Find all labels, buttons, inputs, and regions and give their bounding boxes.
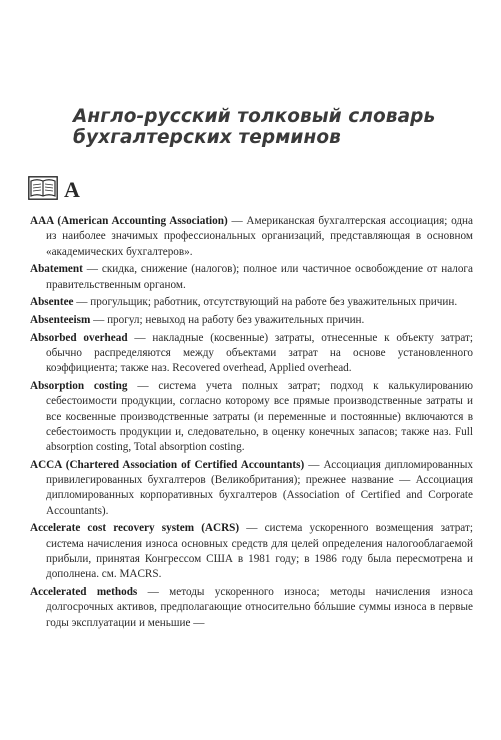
dictionary-entry — [30, 331, 473, 377]
entry-term: Absorbed overhead — [30, 331, 128, 344]
entry-term: Abatement — [30, 263, 83, 276]
entry-definition: — система ускоренного возмещения затрат; система начисления износа основных средств для целей определения налогооблагаемой прибыли, принятая Конгрессом США в 1981 году; в 1986 году была пересмотрена и дополнена. см. MACRS. — [46, 522, 473, 581]
page-header — [73, 106, 473, 148]
section-letter: A — [64, 177, 80, 202]
entry-term: Accelerate cost recovery system (ACRS) — [30, 522, 240, 535]
entry-term: Absentee — [30, 296, 74, 309]
entry-definition: — прогул; невыход на работу без уважительных причин. — [90, 313, 365, 326]
dictionary-entry — [30, 458, 473, 519]
entry-definition: — прогульщик; работник, отсутствующий на работе без уважительных причин. — [73, 296, 458, 309]
dictionary-entry — [30, 521, 473, 582]
dictionary-entry — [30, 214, 473, 260]
dictionary-entry — [30, 585, 473, 631]
header-title-line-1: Англо-русский толковый словарь — [73, 106, 436, 127]
section-heading — [28, 172, 80, 204]
entry-term: AAA (American Accounting Association) — [30, 215, 228, 227]
open-book-icon — [28, 176, 58, 200]
entry-definition: — накладные (косвенные) затраты, отнесенные к объекту затрат; обычно распределяются между объектами затрат на основе установленного коэффициента; также наз. Recovered overhead, Applied overhead. — [46, 331, 474, 375]
entry-term: ACCA (Chartered Association of Certified Accountants) — [30, 458, 305, 471]
entry-definition: — Американская бухгалтерская ассоциация; одна из наиболее значимых профессиональных организаций, представляющая в основном «академических бухгалтеров». — [46, 215, 473, 258]
entry-definition: — скидка, снижение (налогов); полное или частичное освобождение от налога правительственным органом. — [46, 263, 473, 291]
dictionary-entry — [30, 379, 473, 455]
dictionary-entry — [30, 262, 473, 293]
entry-term: Absorption costing — [30, 379, 128, 392]
entry-term: Absenteeism — [30, 313, 91, 326]
entry-definition: — методы ускоренного износа; методы начисления износа долгосрочных активов, предполагающие относительно бóльшие суммы износа в первые годы эксплуатации и меньшие — — [46, 585, 473, 629]
entry-term: Accelerated methods — [30, 585, 138, 598]
entry-definition: — Ассоциация дипломированных привилегированных бухгалтеров (Великобритания); прежнее название — Ассоциация дипломированных корпоративных бухгалтеров (Association of Certified and Corporate Accountants). — [46, 458, 473, 517]
dictionary-entry — [30, 313, 473, 328]
dictionary-entries — [30, 214, 473, 633]
dictionary-entry — [30, 295, 473, 310]
header-title-line-2: бухгалтерских терминов — [73, 127, 341, 148]
entry-definition: — система учета полных затрат; подход к калькулированию себестоимости продукции, согласно которому все прямые производственные затраты и все косвенные производственные затраты (и переменные и постоянные) включаются в себестоимость продукции и, следовательно, в оценку конечных запасов; также наз. Full absorption costing, Total absorption costing. — [46, 379, 473, 454]
